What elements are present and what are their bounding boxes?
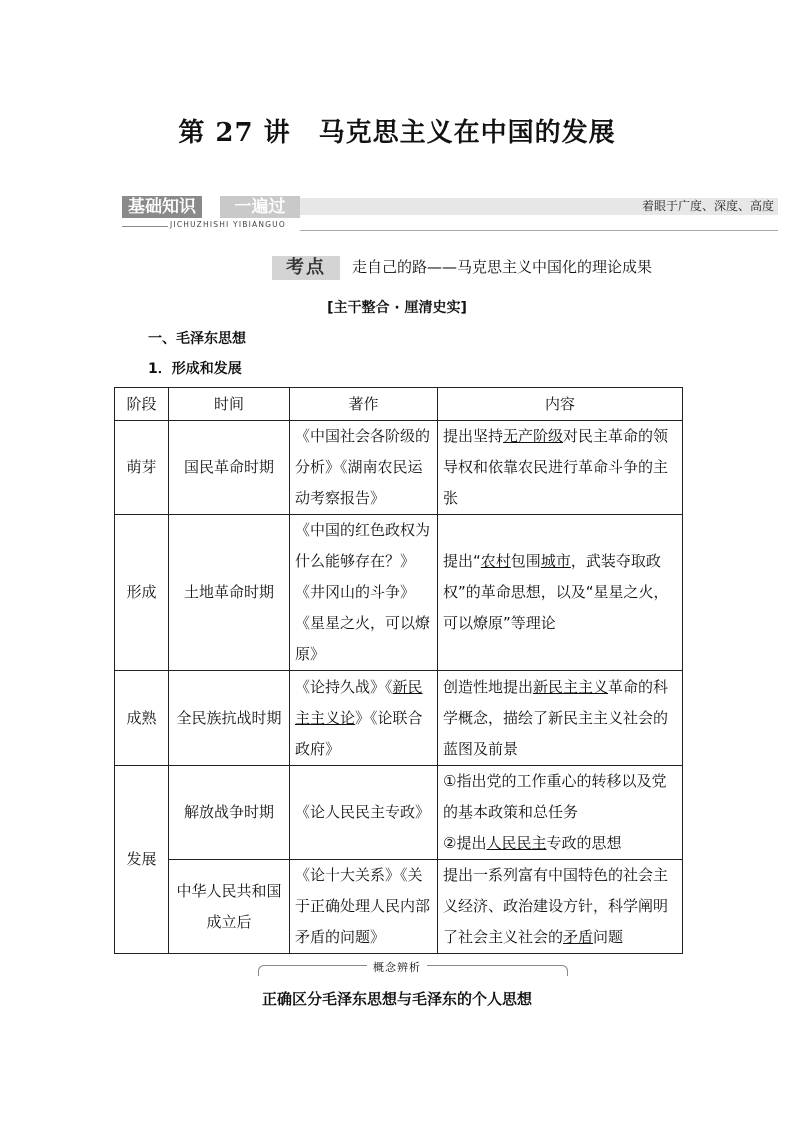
header-content: 内容	[438, 388, 683, 421]
works-cell: 《中国的红色政权为什么能够存在？》《井冈山的斗争》《星星之火，可以燎原》	[290, 515, 438, 671]
works-cell: 《中国社会各阶级的分析》《湖南农民运动考察报告》	[290, 421, 438, 515]
banner-rule	[300, 230, 778, 231]
table-header-row	[115, 388, 683, 421]
works-cell: 《论人民民主专政》	[290, 766, 438, 860]
lecture-title: 马克思主义在中国的发展	[318, 118, 616, 148]
content-cell: 提出“农村包围城市，武装夺取政权”的革命思想，以及“星星之火，可以燎原”等理论	[438, 515, 683, 671]
time-cell: 全民族抗战时期	[169, 671, 290, 766]
development-table	[114, 387, 683, 954]
underlined-term: 矛盾	[563, 928, 594, 946]
content-cell: 提出坚持无产阶级对民主革命的领导权和依靠农民进行革命斗争的主张	[438, 421, 683, 515]
lecture-number: 第 27 讲	[178, 118, 291, 148]
time-cell: 国民革命时期	[169, 421, 290, 515]
section-heading: 一、毛泽东思想	[148, 331, 246, 347]
concept-label-text: 概念辨析	[367, 961, 427, 974]
header-works: 著作	[290, 388, 438, 421]
subheading: [主干整合 · 厘清史实]	[327, 300, 467, 316]
banner-pinyin: JICHUZHISHI YIBIANGUO	[170, 220, 286, 229]
stage-cell: 萌芽	[115, 421, 169, 515]
subsection-heading: 1．形成和发展	[148, 361, 242, 377]
banner-tag-main: 基础知识	[122, 196, 202, 218]
content-cell: 创造性地提出新民主主义革命的科学概念，描绘了新民主主义社会的蓝图及前景	[438, 671, 683, 766]
concept-title: 正确区分毛泽东思想与毛泽东的个人思想	[261, 990, 532, 1008]
banner-slogan: 着眼于广度、深度、高度	[641, 199, 774, 213]
section-banner	[122, 196, 778, 218]
time-cell: 中华人民共和国成立后	[169, 860, 290, 954]
works-cell: 《论持久战》《新民主主义论》《论联合政府》	[290, 671, 438, 766]
underlined-term: 新民主主义	[533, 677, 609, 696]
kaodian-title: 走自己的路——马克思主义中国化的理论成果	[352, 258, 653, 276]
content-cell: ①指出党的工作重心的转移以及党的基本政策和总任务 ②提出人民民主专政的思想	[438, 766, 683, 860]
underlined-term: 城市	[540, 552, 571, 570]
works-cell: 《论十大关系》《关于正确处理人民内部矛盾的问题》	[290, 860, 438, 954]
stage-cell: 形成	[115, 515, 169, 671]
underlined-term: 农村	[480, 552, 511, 570]
header-stage: 阶段	[115, 388, 169, 421]
time-cell: 解放战争时期	[169, 766, 290, 860]
stage-cell: 成熟	[115, 671, 169, 766]
page-title	[0, 112, 794, 149]
pinyin-rule	[122, 226, 168, 227]
table-row	[115, 421, 683, 515]
underlined-term: 人民民主	[486, 834, 547, 852]
underlined-term: 无产阶级	[503, 427, 564, 445]
time-cell: 土地革命时期	[169, 515, 290, 671]
table-row	[115, 515, 683, 671]
stage-cell: 发展	[115, 766, 169, 954]
table-row	[115, 860, 683, 954]
kaodian-badge: 考点	[272, 256, 340, 280]
header-time: 时间	[169, 388, 290, 421]
banner-tag-sub: 一遍过	[220, 196, 300, 218]
concept-label	[0, 959, 794, 975]
underlined-term: 新民主主义论	[295, 677, 423, 727]
table-row	[115, 766, 683, 860]
content-cell: 提出一系列富有中国特色的社会主义经济、政治建设方针，科学阐明了社会主义社会的矛盾问题	[438, 860, 683, 954]
table-row	[115, 671, 683, 766]
